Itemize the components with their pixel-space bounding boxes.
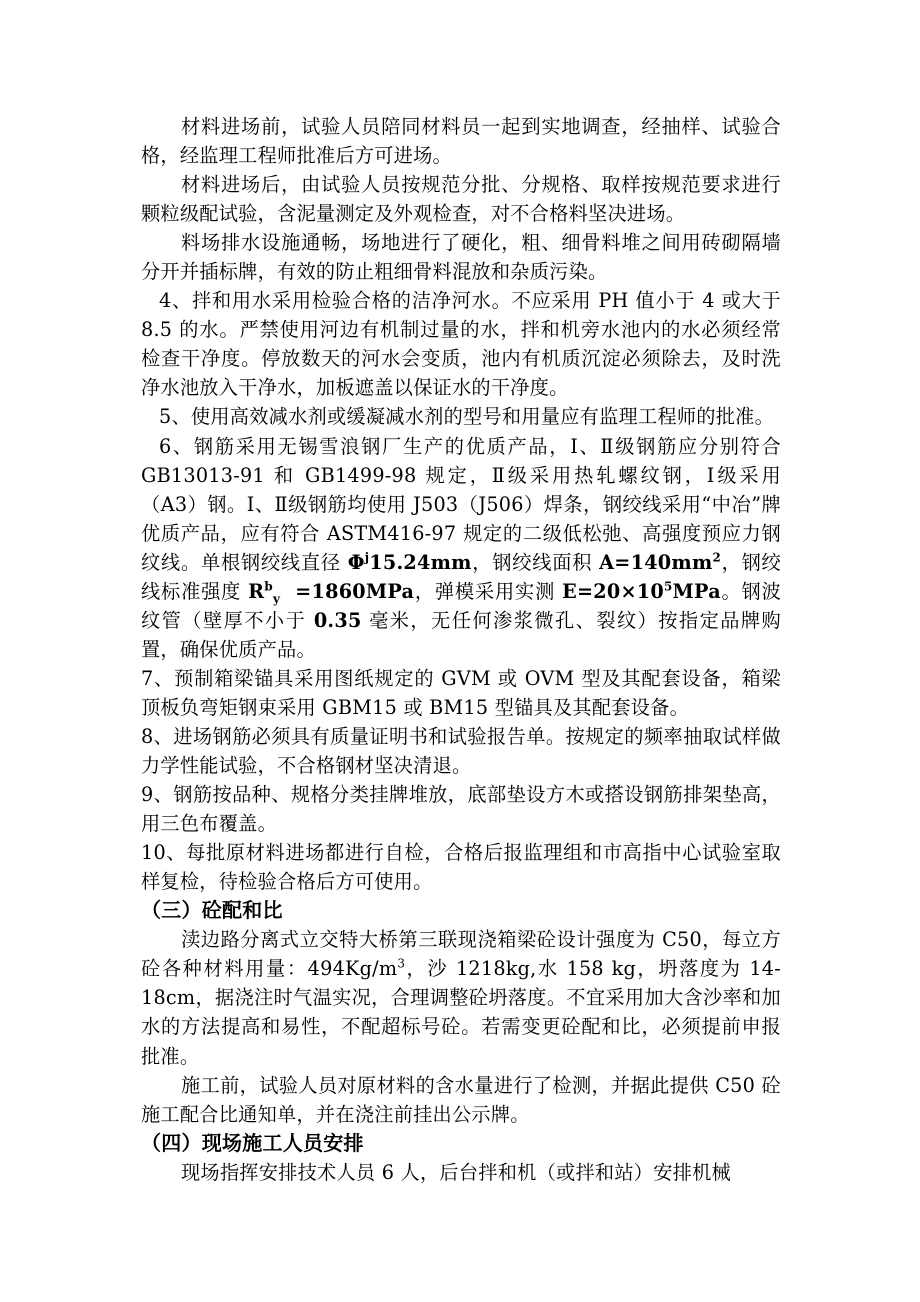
p6-area-sup: 2 — [712, 550, 722, 565]
p6-modulus: E=20×10 — [562, 579, 665, 603]
paragraph-item-6-steel — [141, 432, 781, 664]
mix-text-2: ，沙 1218kg,水 158 kg，坍落度为 14-18cm，据浇注时气温实况，合理调整砼坍落度。不宜采用加大含沙率和加水的方法提高和易性，不配超标号砼。若需变更砼配和比，必须提前申报批准。 — [141, 957, 781, 1068]
section-heading-staffing: （四）现场施工人员安排 — [141, 1130, 364, 1155]
mix-text-1: 渎边路分离式立交特大桥第三联现浇箱梁砼设计强度为 C50，每立方砼各种材料用量：494Kg/m — [141, 928, 781, 981]
p6-text-2: ，钢绞线面积 — [471, 550, 600, 574]
paragraph-item-5-admixture: 5、使用高效减水剂或缓凝减水剂的型号和用量应有监理工程师的批准。 — [159, 405, 775, 429]
p6-thickness: 0.35 — [313, 608, 362, 632]
paragraph-mix-ratio — [141, 925, 781, 1070]
section-heading-mix-ratio: （三）砼配和比 — [141, 898, 283, 923]
p6-area: A=140mm — [599, 550, 713, 574]
p6-text-3: ，钢绞线标准强度 — [141, 550, 781, 603]
p6-phi-sup: j — [364, 550, 370, 565]
p6-r: R — [248, 579, 265, 603]
p6-text-6: 毫米，无任何渗浆微孔、裂纹）按指定品牌购置，确保优质产品。 — [141, 608, 781, 661]
p6-r-sub: y — [272, 591, 281, 606]
p6-strength: =1860MPa — [280, 579, 415, 603]
p6-text-5: 。钢波纹管（壁厚不小于 — [141, 579, 782, 632]
paragraph-material-yard-drainage: 料场排水设施通畅，场地进行了硬化，粗、细骨料堆之间用砖砌隔墙分开并插标牌，有效的防止粗细骨料混放和杂质污染。 — [141, 231, 781, 284]
paragraph-item-8-certificate: 8、进场钢筋必须具有质量证明书和试验报告单。按规定的频率抽取试样做力学性能试验，不合格钢材坚决清退。 — [141, 724, 781, 778]
paragraph-material-entry-before: 材料进场前，试验人员陪同材料员一起到实地调查，经抽样、试验合格，经监理工程师批准后方可进场。 — [141, 115, 781, 168]
p6-r-sup: b — [264, 579, 273, 594]
p6-modulus-sup: 5 — [664, 579, 673, 594]
paragraph-material-entry-after: 材料进场后，由试验人员按规范分批、分规格、取样按规范要求进行颗粒级配试验，含泥量测定及外观检查，对不合格料坚决进场。 — [141, 173, 781, 226]
paragraph-staffing: 现场指挥安排技术人员 6 人，后台拌和机（或拌和站）安排机械 — [181, 1160, 731, 1184]
p6-modulus-unit: MPa — [672, 579, 721, 603]
p6-phi: Φ — [347, 550, 365, 574]
paragraph-item-10-inspection: 10、每批原材料进场都进行自检，合格后报监理组和市高指中心试验室取样复检，待检验合格后方可使用。 — [141, 841, 781, 894]
mix-unit-sup: 3 — [397, 956, 406, 971]
paragraph-moisture-test: 施工前，试验人员对原材料的含水量进行了检测，并据此提供 C50 砼施工配合比通知单，并在浇注前挂出公示牌。 — [141, 1073, 781, 1126]
p6-diameter: 15.24mm — [369, 550, 472, 574]
paragraph-item-4-mixing-water: 4、拌和用水采用检验合格的洁净河水。不应采用 PH 值小于 4 或大于 8.5 的水。严禁使用河边有机制过量的水，拌和机旁水池内的水必须经常检查干净度。停放数天的河水会变质，池内有机质沉淀必须除去，及时洗净水池放入干净水，加板遮盖以保证水的干净度。 — [141, 289, 781, 400]
p6-text-4: ，弹模采用实测 — [414, 579, 563, 603]
paragraph-item-7-anchorage: 7、预制箱梁锚具采用图纸规定的 GVM 或 OVM 型及其配套设备，箱梁顶板负弯矩钢束采用 GBM15 或 BM15 型锚具及其配套设备。 — [141, 666, 781, 719]
p6-text-1: 6、钢筋采用无锡雪浪钢厂生产的优质产品，Ⅰ、Ⅱ级钢筋应分别符合 GB13013-91 和 GB1499-98 规定，Ⅱ级采用热轧螺纹钢，Ⅰ级采用（A3）钢。Ⅰ、Ⅱ级钢筋均使用 J503（J506）焊条，钢绞线采用“中冶”牌优质产品，应有符合 ASTM416-97 规定的二级低松弛、高强度预应力钢纹线。单根钢绞线直径 — [141, 434, 781, 574]
document-body — [141, 112, 781, 1187]
paragraph-item-9-storage: 9、钢筋按品种、规格分类挂牌堆放，底部垫设方木或搭设钢筋排架垫高，用三色布覆盖。 — [141, 783, 781, 836]
